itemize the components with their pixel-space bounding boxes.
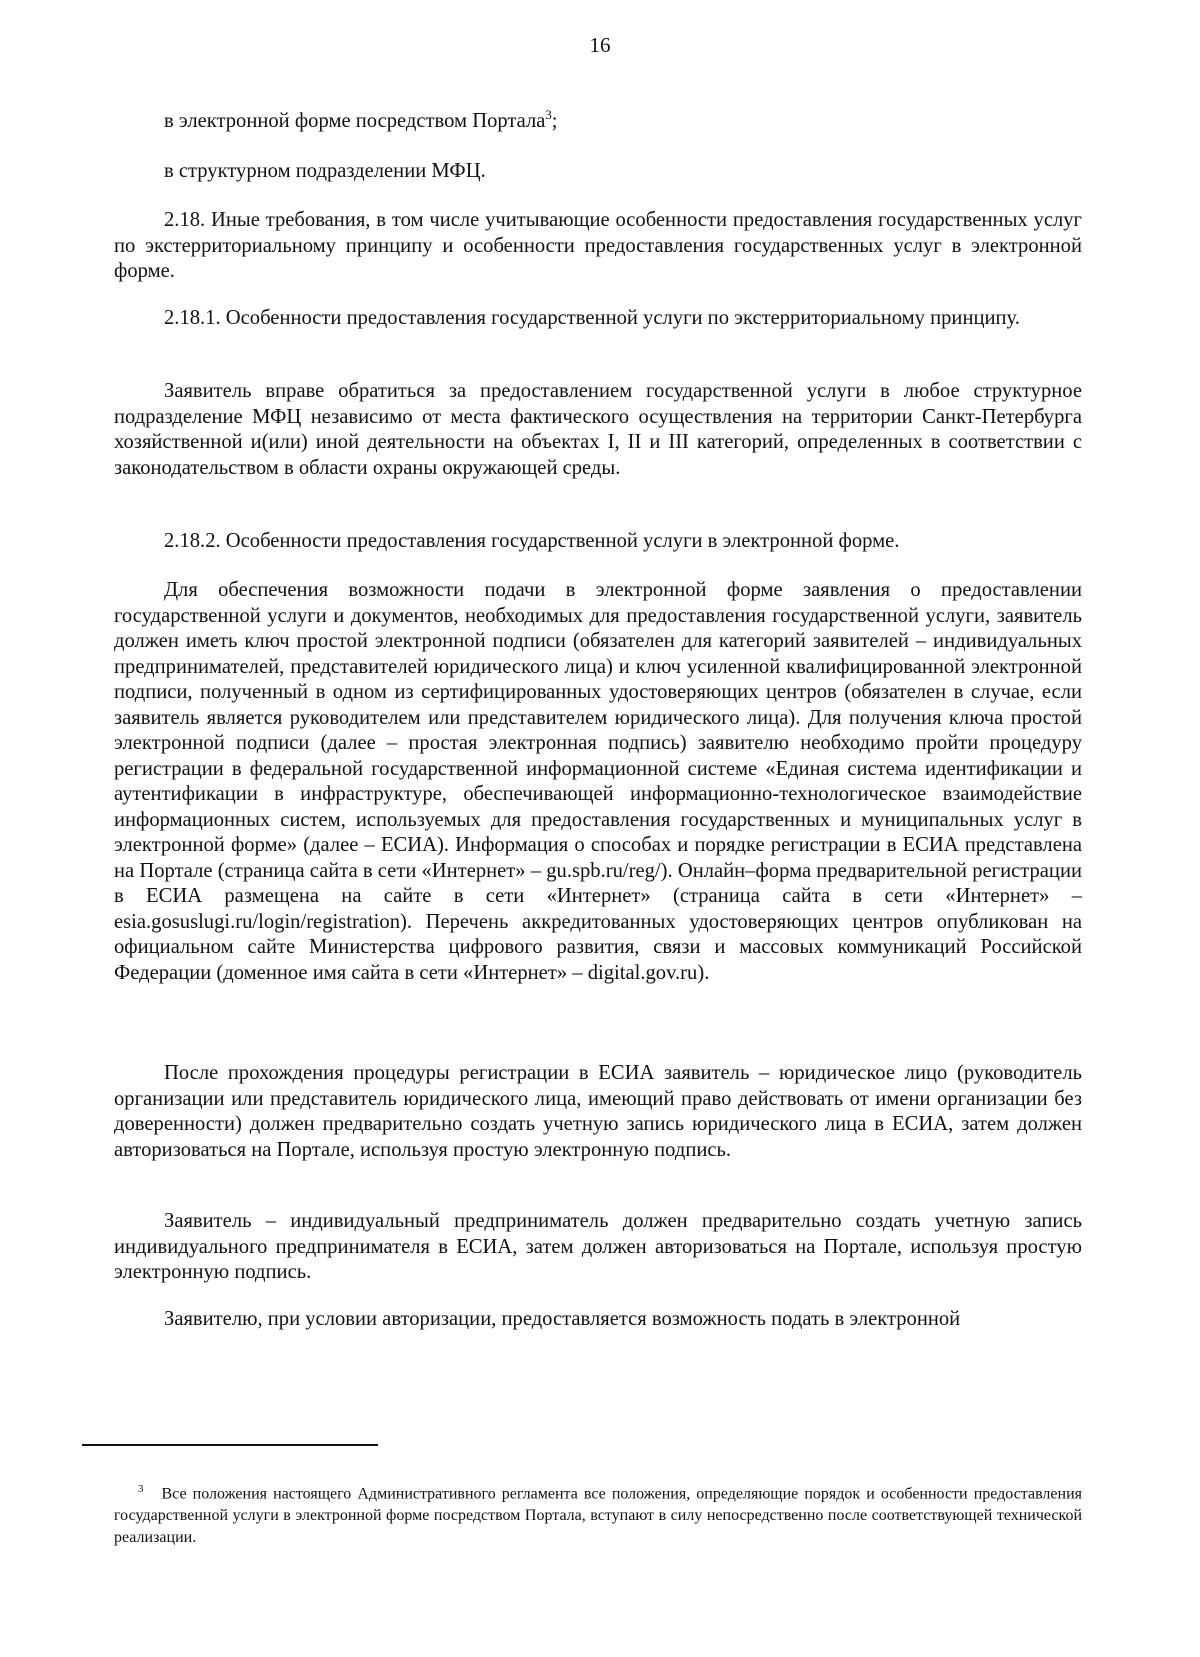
paragraph-portal-end: ; (551, 110, 558, 132)
section-2-18-2-heading: 2.18.2. Особенности предоставления государственной услуги в электронной форме. (164, 530, 900, 552)
footnote-mark: 3 (138, 1483, 144, 1495)
page-number: 16 (589, 33, 611, 57)
paragraph-portal (114, 109, 1082, 135)
section-2-18-1-heading: 2.18.1. Особенности предоставления государственной услуги по экстерриториальному принципу. (164, 307, 1020, 329)
section-2-18-heading: 2.18. Иные требования, в том числе учитывающие особенности предоставления государственных услуг по экстерриториальному принципу и особенности предоставления государственных услуг в электронной форме. (114, 209, 1082, 282)
footnote-divider (82, 1444, 378, 1446)
paragraph-mfc: в структурном подразделении МФЦ. (164, 160, 486, 182)
paragraph-authorization: Заявителю, при условии авторизации, предоставляется возможность подать в электронной (164, 1308, 961, 1330)
footnote (114, 1478, 1082, 1549)
paragraph-legal-entity: После прохождения процедуры регистрации в ЕСИА заявитель – юридическое лицо (руководитель организации или представитель юридического лица, имеющий право действовать от имени организации без доверенности) должен предварительно создать учетную запись юридического лица в ЕСИА, затем должен авторизоваться на Портале, используя простую электронную подпись. (114, 1062, 1082, 1161)
footnote-text: Все положения настоящего Административного регламента все положения, определяющие порядок и особенности предоставления государственной услуги в электронной форме посредством Портала, вступают в силу непосредственно после соответствующей технической реализации. (114, 1485, 1082, 1547)
footnote-ref: 3 (545, 108, 552, 123)
paragraph-portal-text: в электронной форме посредством Портала (164, 110, 546, 132)
paragraph-electronic-signature: Для обеспечения возможности подачи в электронной форме заявления о предоставлении государственной услуги и документов, необходимых для предоставления государственной услуги, заявитель должен иметь ключ простой электронной подписи (обязателен для категорий заявителей – индивидуальных предпринимателей, представителей юридического лица) и ключ усиленной квалифицированной электронной подписи, полученный в одном из сертифицированных удостоверяющих центров (обязателен в случае, если заявитель является руководителем или представителем юридического лица). Для получения ключа простой электронной подписи (далее – простая электронная подпись) заявителю необходимо пройти процедуру регистрации в федеральной государственной информационной системе «Единая система идентификации и аутентификации в инфраструктуре, обеспечивающей информационно-технологическое взаимодействие информационных систем, используемых для предоставления государственных и муниципальных услуг в электронной форме» (далее – ЕСИА). Информация о способах и порядке регистрации в ЕСИА представлена на Портале (страница сайта в сети «Интернет» – gu.spb.ru/reg/). Онлайн–форма предварительной регистрации в ЕСИА размещена на сайте в сети «Интернет» (страница сайта в сети «Интернет» – esia.gosuslugi.ru/login/registration). Перечень аккредитованных удостоверяющих центров опубликован на официальном сайте Министерства цифрового развития, связи и массовых коммуникаций Российской Федерации (доменное имя сайта в сети «Интернет» – digital.gov.ru). (114, 579, 1082, 984)
paragraph-extraterritorial: Заявитель вправе обратиться за предоставлением государственной услуги в любое структурное подразделение МФЦ независимо от места фактического осуществления на территории Санкт-Петербурга хозяйственной и(или) иной деятельности на объектах I, II и III категорий, определенных в соответствии с законодательством в области охраны окружающей среды. (114, 380, 1082, 479)
paragraph-entrepreneur: Заявитель – индивидуальный предприниматель должен предварительно создать учетную запись индивидуального предпринимателя в ЕСИА, затем должен авторизоваться на Портале, используя простую электронную подпись. (114, 1210, 1082, 1283)
